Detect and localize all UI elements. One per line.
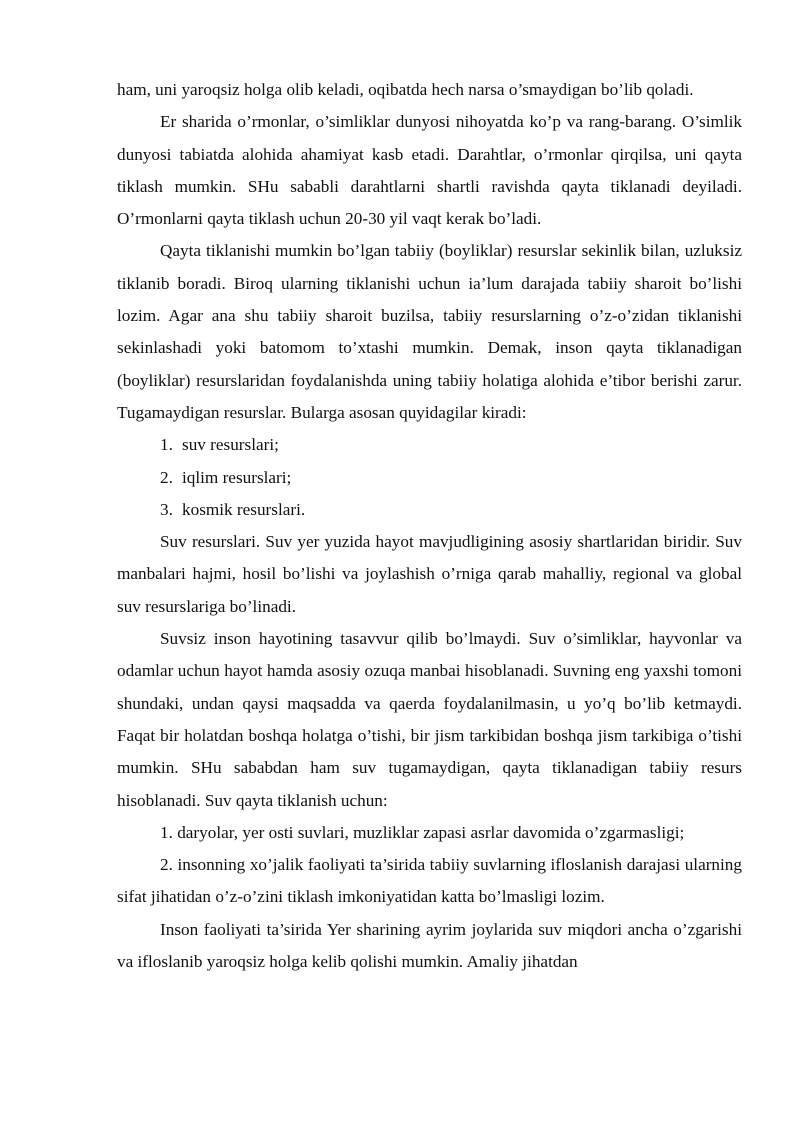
list-item — [117, 462, 742, 494]
list-text: suv resurslari; — [182, 435, 279, 455]
list-text: kosmik resurslari. — [182, 499, 306, 519]
list-item — [117, 494, 742, 526]
paragraph-forests: Er sharida o’rmonlar, o’simliklar dunyosi nihoyatda ko’p va rang-barang. O’simlik dunyosi tabiatda alohida ahamiyat kasb etadi. Darahtlar, o’rmonlar qirqilsa, uni qayta tiklash mumkin. SHu sababli darahtlarni shartli ravishda qayta tiklanadi deyiladi. O’rmonlarni qayta tiklash uchun 20-30 yil vaqt kerak bo’ladi. — [117, 112, 742, 229]
list-text: iqlim resurslari; — [182, 467, 292, 487]
resource-list — [117, 429, 742, 526]
paragraph-continued: ham, uni yaroqsiz holga olib keladi, oqibatda hech narsa o’smaydigan bo’lib qoladi. — [117, 80, 694, 99]
list-number: 1. — [160, 435, 173, 455]
paragraph-renewable-resources: Qayta tiklanishi mumkin bo’lgan tabiiy (boyliklar) resurslar sekinlik bilan, uzluksiz tiklanib boradi. Biroq ularning tiklanishi uchun ia’lum darajada tabiiy sharoit bo’lishi lozim. Agar ana shu tabiiy sharoit buzilsa, tabiiy resurslarning o’z-o’zidan tiklanishi sekinlashadi yoki batomom to’xtashi mumkin. Demak, inson qayta tiklanadigan (boyliklar) resurslaridan foydalanishda uning tabiiy holatiga alohida e’tibor berishi zarur. Tugamaydigan resurslar. Bularga asosan quyidagilar kiradi: — [117, 241, 742, 422]
paragraph-human-activity: Inson faoliyati ta’sirida Yer sharining ayrim joylarida suv miqdori ancha o’zgarishi va ifloslanib yaroqsiz holga kelib qolishi mumkin. Amaliy jihatdan — [117, 919, 742, 972]
numbered-paragraph: 1. daryolar, yer osti suvlari, muzliklar zapasi asrlar davomida o’zgarmasligi; — [160, 822, 685, 842]
list-item — [117, 429, 742, 461]
list-number: 3. — [160, 499, 173, 519]
paragraph-water-resources: Suv resurslari. Suv yer yuzida hayot mavjudligining asosiy shartlaridan biridir. Suv manbalari hajmi, hosil bo’lishi va joylashish o’rniga qarab mahalliy, regional va global suv resurslariga bo’linadi. — [117, 532, 742, 616]
document-page — [117, 74, 742, 978]
paragraph-water-life: Suvsiz inson hayotining tasavvur qilib bo’lmaydi. Suv o’simliklar, hayvonlar va odamlar uchun hayot hamda asosiy ozuqa manbai hisoblanadi. Suvning eng yaxshi tomoni shundaki, undan qaysi maqsadda va qaerda foydalanilmasin, u yo’q bo’lib ketmaydi. Faqat bir holatdan boshqa holatga o’tishi, bir jism tarkibidan boshqa jism tarkibiga o’tishi mumkin. SHu sababdan ham suv tugamaydigan, qayta tiklanadigan tabiiy resurs hisoblanadi. Suv qayta tiklanish uchun: — [117, 629, 742, 810]
numbered-paragraph: 2. insonning xo’jalik faoliyati ta’sirida tabiiy suvlarning ifloslanish darajasi ularning sifat jihatidan o’z-o’zini tiklash imkoniyatidan katta bo’lmasligi lozim. — [117, 855, 742, 907]
list-number: 2. — [160, 467, 173, 487]
